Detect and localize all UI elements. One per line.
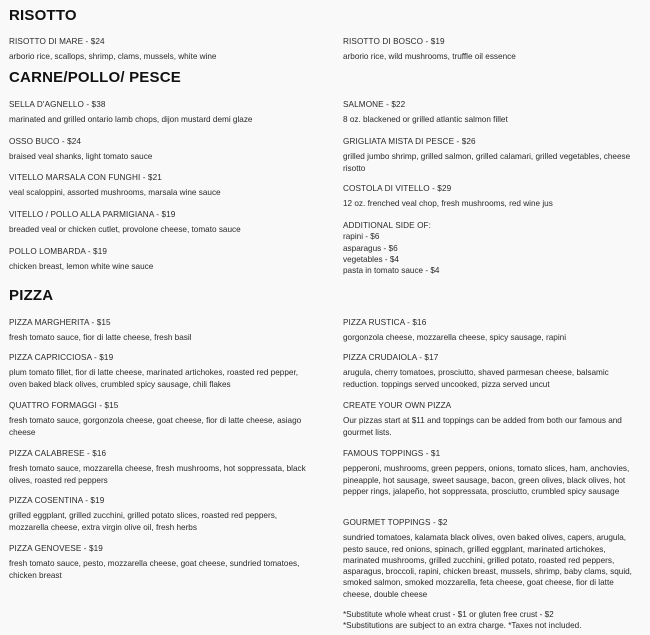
item-name: RISOTTO DI MARE - $24 <box>9 37 105 46</box>
item-description: marinated and grilled ontario lamb chops, dijon mustard demi glaze <box>9 115 253 125</box>
menu-item <box>9 136 309 163</box>
item-name: PIZZA RUSTICA - $16 <box>343 318 427 327</box>
section-title-risotto: RISOTTO <box>9 7 77 24</box>
menu-item <box>343 400 643 438</box>
item-description: veal scaloppini, assorted mushrooms, marsala wine sauce <box>9 188 221 198</box>
menu-item <box>9 246 309 273</box>
menu-item <box>9 209 309 236</box>
item-name: SALMONE - $22 <box>343 100 406 109</box>
side-line: vegetables - $4 <box>343 254 399 264</box>
item-description: chicken breast, lemon white wine sauce <box>9 262 154 272</box>
item-description: pepperoni, mushrooms, green peppers, onions, tomato slices, ham, anchovies, pineapple, hot sausage, sweet sausage, bacon, green olives, black olives, hot pepper rings, jalapeño, hot soppressata, prosciutto, crumbled spicy sausage <box>343 464 630 496</box>
item-name: VITELLO MARSALA CON FUNGHI - $21 <box>9 173 162 182</box>
item-description: arborio rice, scallops, shrimp, clams, mussels, white wine <box>9 52 217 62</box>
menu-item <box>9 99 309 126</box>
side-line: pasta in tomato sauce - $4 <box>343 266 440 276</box>
menu-item <box>9 543 309 581</box>
item-name: PIZZA CALABRESE - $16 <box>9 449 107 458</box>
item-name: PIZZA COSENTINA - $19 <box>9 496 105 505</box>
item-description: sundried tomatoes, kalamata black olives, oven baked olives, capers, arugula, pesto sauce, red onions, spinach, grilled eggplant, marinated artichokes, marinated mushrooms, grilled zucchini, grilled potato, roasted red peppers, asparagus, broccoli, rapini, chicken breast, mussels, shrimp, baby clams, squid, smoked salmon, smoked mozzarella, feta cheese, goat cheese, fior di latte cheese, double cheese <box>343 533 632 599</box>
menu-item <box>9 172 309 199</box>
section-title-carne: CARNE/POLLO/ PESCE <box>9 69 181 86</box>
item-description: Our pizzas start at $11 and toppings can be added from both our famous and gourmet lists. <box>343 416 622 437</box>
menu-item <box>343 448 643 497</box>
menu-item <box>343 136 643 174</box>
item-name: FAMOUS TOPPINGS - $1 <box>343 449 441 458</box>
item-name: QUATTRO FORMAGGI - $15 <box>9 401 119 410</box>
menu-item <box>9 352 309 390</box>
item-name: POLLO LOMBARDA - $19 <box>9 247 108 256</box>
item-name: VITELLO / POLLO ALLA PARMIGIANA - $19 <box>9 210 176 219</box>
item-description: gorgonzola cheese, mozzarella cheese, spicy sausage, rapini <box>343 333 567 343</box>
item-description: arborio rice, wild mushrooms, truffle oil essence <box>343 52 516 62</box>
section-title-pizza: PIZZA <box>9 287 54 304</box>
pizza-notes <box>343 609 643 632</box>
item-name: PIZZA CRUDAIOLA - $17 <box>343 353 439 362</box>
item-description: grilled jumbo shrimp, grilled salmon, grilled calamari, grilled vegetables, cheese risotto <box>343 152 631 173</box>
note-line: *Substitute whole wheat crust - $1 or gluten free crust - $2 <box>343 610 554 619</box>
item-description: fresh tomato sauce, mozzarella cheese, fresh mushrooms, hot soppressata, black olives, roasted red peppers <box>9 464 306 485</box>
menu-item <box>343 317 643 344</box>
item-description: braised veal shanks, light tomato sauce <box>9 152 153 162</box>
item-description: 12 oz. frenched veal chop, fresh mushrooms, red wine jus <box>343 199 553 209</box>
item-description: fresh tomato sauce, gorgonzola cheese, goat cheese, fior di latte cheese, asiago cheese <box>9 416 302 437</box>
item-description: fresh tomato sauce, fior di latte cheese, fresh basil <box>9 333 192 343</box>
item-description: 8 oz. blackened or grilled atlantic salmon fillet <box>343 115 508 125</box>
menu-item <box>343 36 643 63</box>
item-name: SELLA D'AGNELLO - $38 <box>9 100 106 109</box>
side-line: asparagus - $6 <box>343 243 398 253</box>
item-name: PIZZA CAPRICCIOSA - $19 <box>9 353 114 362</box>
item-description: grilled eggplant, grilled zucchini, grilled potato slices, roasted red peppers, mozzarella cheese, extra virgin olive oil, fresh herbs <box>9 511 278 532</box>
note-line: *Substitutions are subject to an extra charge. *Taxes not included. <box>343 621 582 631</box>
menu-item <box>343 352 643 390</box>
menu-item <box>343 517 643 600</box>
menu-item <box>9 317 309 344</box>
side-line: rapini - $6 <box>343 232 380 242</box>
item-name: PIZZA MARGHERITA - $15 <box>9 318 111 327</box>
item-name: CREATE YOUR OWN PIZZA <box>343 401 452 410</box>
item-description: plum tomato fillet, fior di latte cheese, marinated artichokes, roasted red pepper, oven baked black olives, crumbled spicy sausage, chili flakes <box>9 368 298 389</box>
item-name: OSSO BUCO - $24 <box>9 137 82 146</box>
menu-item <box>9 448 309 486</box>
menu-item <box>9 495 309 533</box>
item-name: GOURMET TOPPINGS - $2 <box>343 518 448 527</box>
item-name: PIZZA GENOVESE - $19 <box>9 544 103 553</box>
item-name: COSTOLA DI VITELLO - $29 <box>343 184 452 193</box>
sides-title: ADDITIONAL SIDE OF: <box>343 221 432 230</box>
item-description: breaded veal or chicken cutlet, provolone cheese, tomato sauce <box>9 225 241 235</box>
item-description: arugula, cherry tomatoes, prosciutto, shaved parmesan cheese, balsamic reduction. toppings served uncooked, pizza served uncut <box>343 368 609 389</box>
menu-item <box>343 99 643 126</box>
menu-item <box>9 400 309 438</box>
menu-item <box>9 36 309 63</box>
item-name: GRIGLIATA MISTA DI PESCE - $26 <box>343 137 476 146</box>
menu-item <box>343 183 643 210</box>
item-name: RISOTTO DI BOSCO - $19 <box>343 37 445 46</box>
sides-list <box>343 220 643 276</box>
item-description: fresh tomato sauce, pesto, mozzarella cheese, goat cheese, sundried tomatoes, chicken breast <box>9 559 300 580</box>
